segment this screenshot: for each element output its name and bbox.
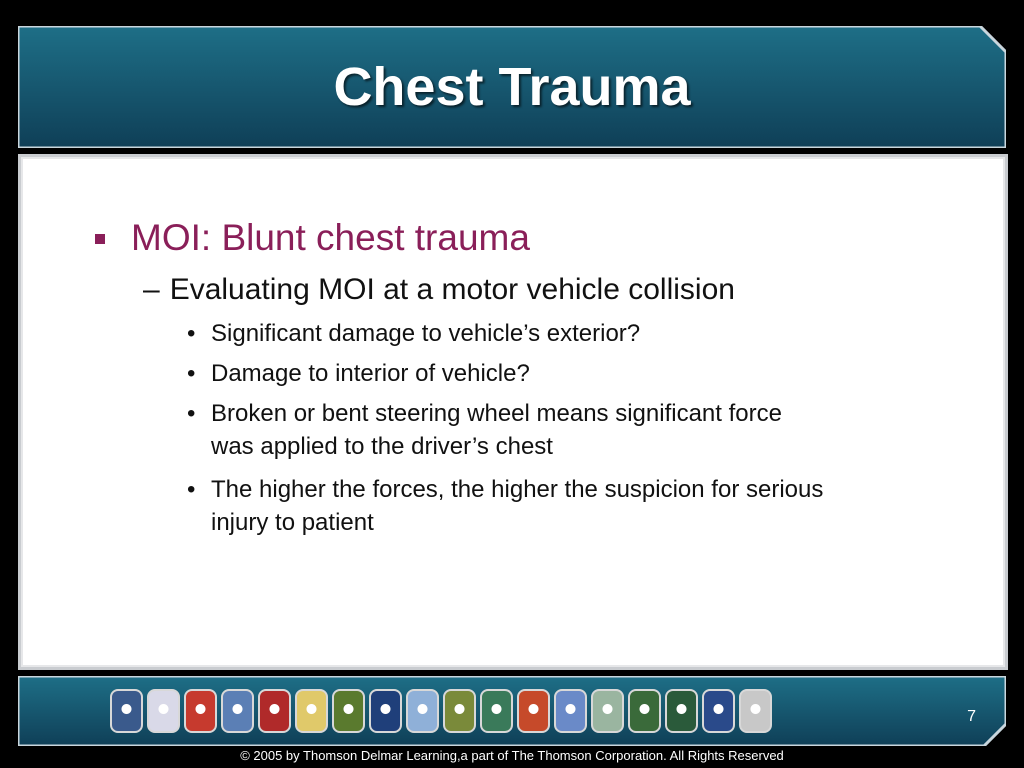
ems-patch-logo-icon <box>665 689 698 733</box>
ems-patch-logo-icon <box>443 689 476 733</box>
ems-patch-logo-icon <box>480 689 513 733</box>
bullet-level1 <box>95 217 530 259</box>
dot-bullet-icon: • <box>187 360 196 387</box>
ems-patch-logo-icon <box>554 689 587 733</box>
copyright-notice: © 2005 by Thomson Delmar Learning,a part of The Thomson Corporation. All Rights Reserved <box>240 748 784 763</box>
bullet-level3-text: Significant damage to vehicle’s exterior? <box>211 320 641 347</box>
ems-patch-logo-icon <box>628 689 661 733</box>
ems-patch-logo-icon <box>184 689 217 733</box>
bullet-level3-text: Damage to interior of vehicle? <box>211 360 530 387</box>
content-panel <box>18 154 1008 670</box>
bullet-level2-text: Evaluating MOI at a motor vehicle collision <box>169 273 735 306</box>
ems-patch-logo-icon <box>369 689 402 733</box>
dot-bullet-icon: • <box>187 476 196 503</box>
ems-patch-logo-icon <box>258 689 291 733</box>
ems-patch-logo-icon <box>517 689 550 733</box>
ems-patch-logo-icon <box>295 689 328 733</box>
bullet-level3-text: The higher the forces, the higher the suspicion for serious injury to patient <box>211 476 824 536</box>
ems-patch-logo-icon <box>406 689 439 733</box>
ems-patch-logo-icon <box>739 689 772 733</box>
ems-patch-logo-icon <box>591 689 624 733</box>
bullet-level3 <box>187 473 837 539</box>
ems-patch-logo-icon <box>702 689 735 733</box>
dot-bullet-icon: • <box>187 320 196 347</box>
bullet-level1-text: MOI: Blunt chest trauma <box>131 217 530 258</box>
ems-patch-logo-icon <box>147 689 180 733</box>
square-bullet-icon <box>95 234 105 244</box>
ems-patch-logo-icon <box>332 689 365 733</box>
dot-bullet-icon: • <box>187 400 196 427</box>
ems-patch-logo-icon <box>110 689 143 733</box>
bullet-level3-text: Broken or bent steering wheel means significant force was applied to the driver’s chest <box>211 400 782 460</box>
ems-patch-strip <box>110 686 772 736</box>
ems-patch-logo-icon <box>221 689 254 733</box>
slide-title: Chest Trauma <box>333 57 691 117</box>
page-number: 7 <box>967 708 976 725</box>
bullet-level3 <box>187 317 847 350</box>
bullet-level3 <box>187 397 827 463</box>
bullet-level2 <box>143 273 735 307</box>
title-bar <box>18 26 1006 148</box>
bullet-level3 <box>187 357 847 390</box>
footer-bar <box>18 676 1006 746</box>
dash-bullet-icon: – <box>143 273 160 306</box>
